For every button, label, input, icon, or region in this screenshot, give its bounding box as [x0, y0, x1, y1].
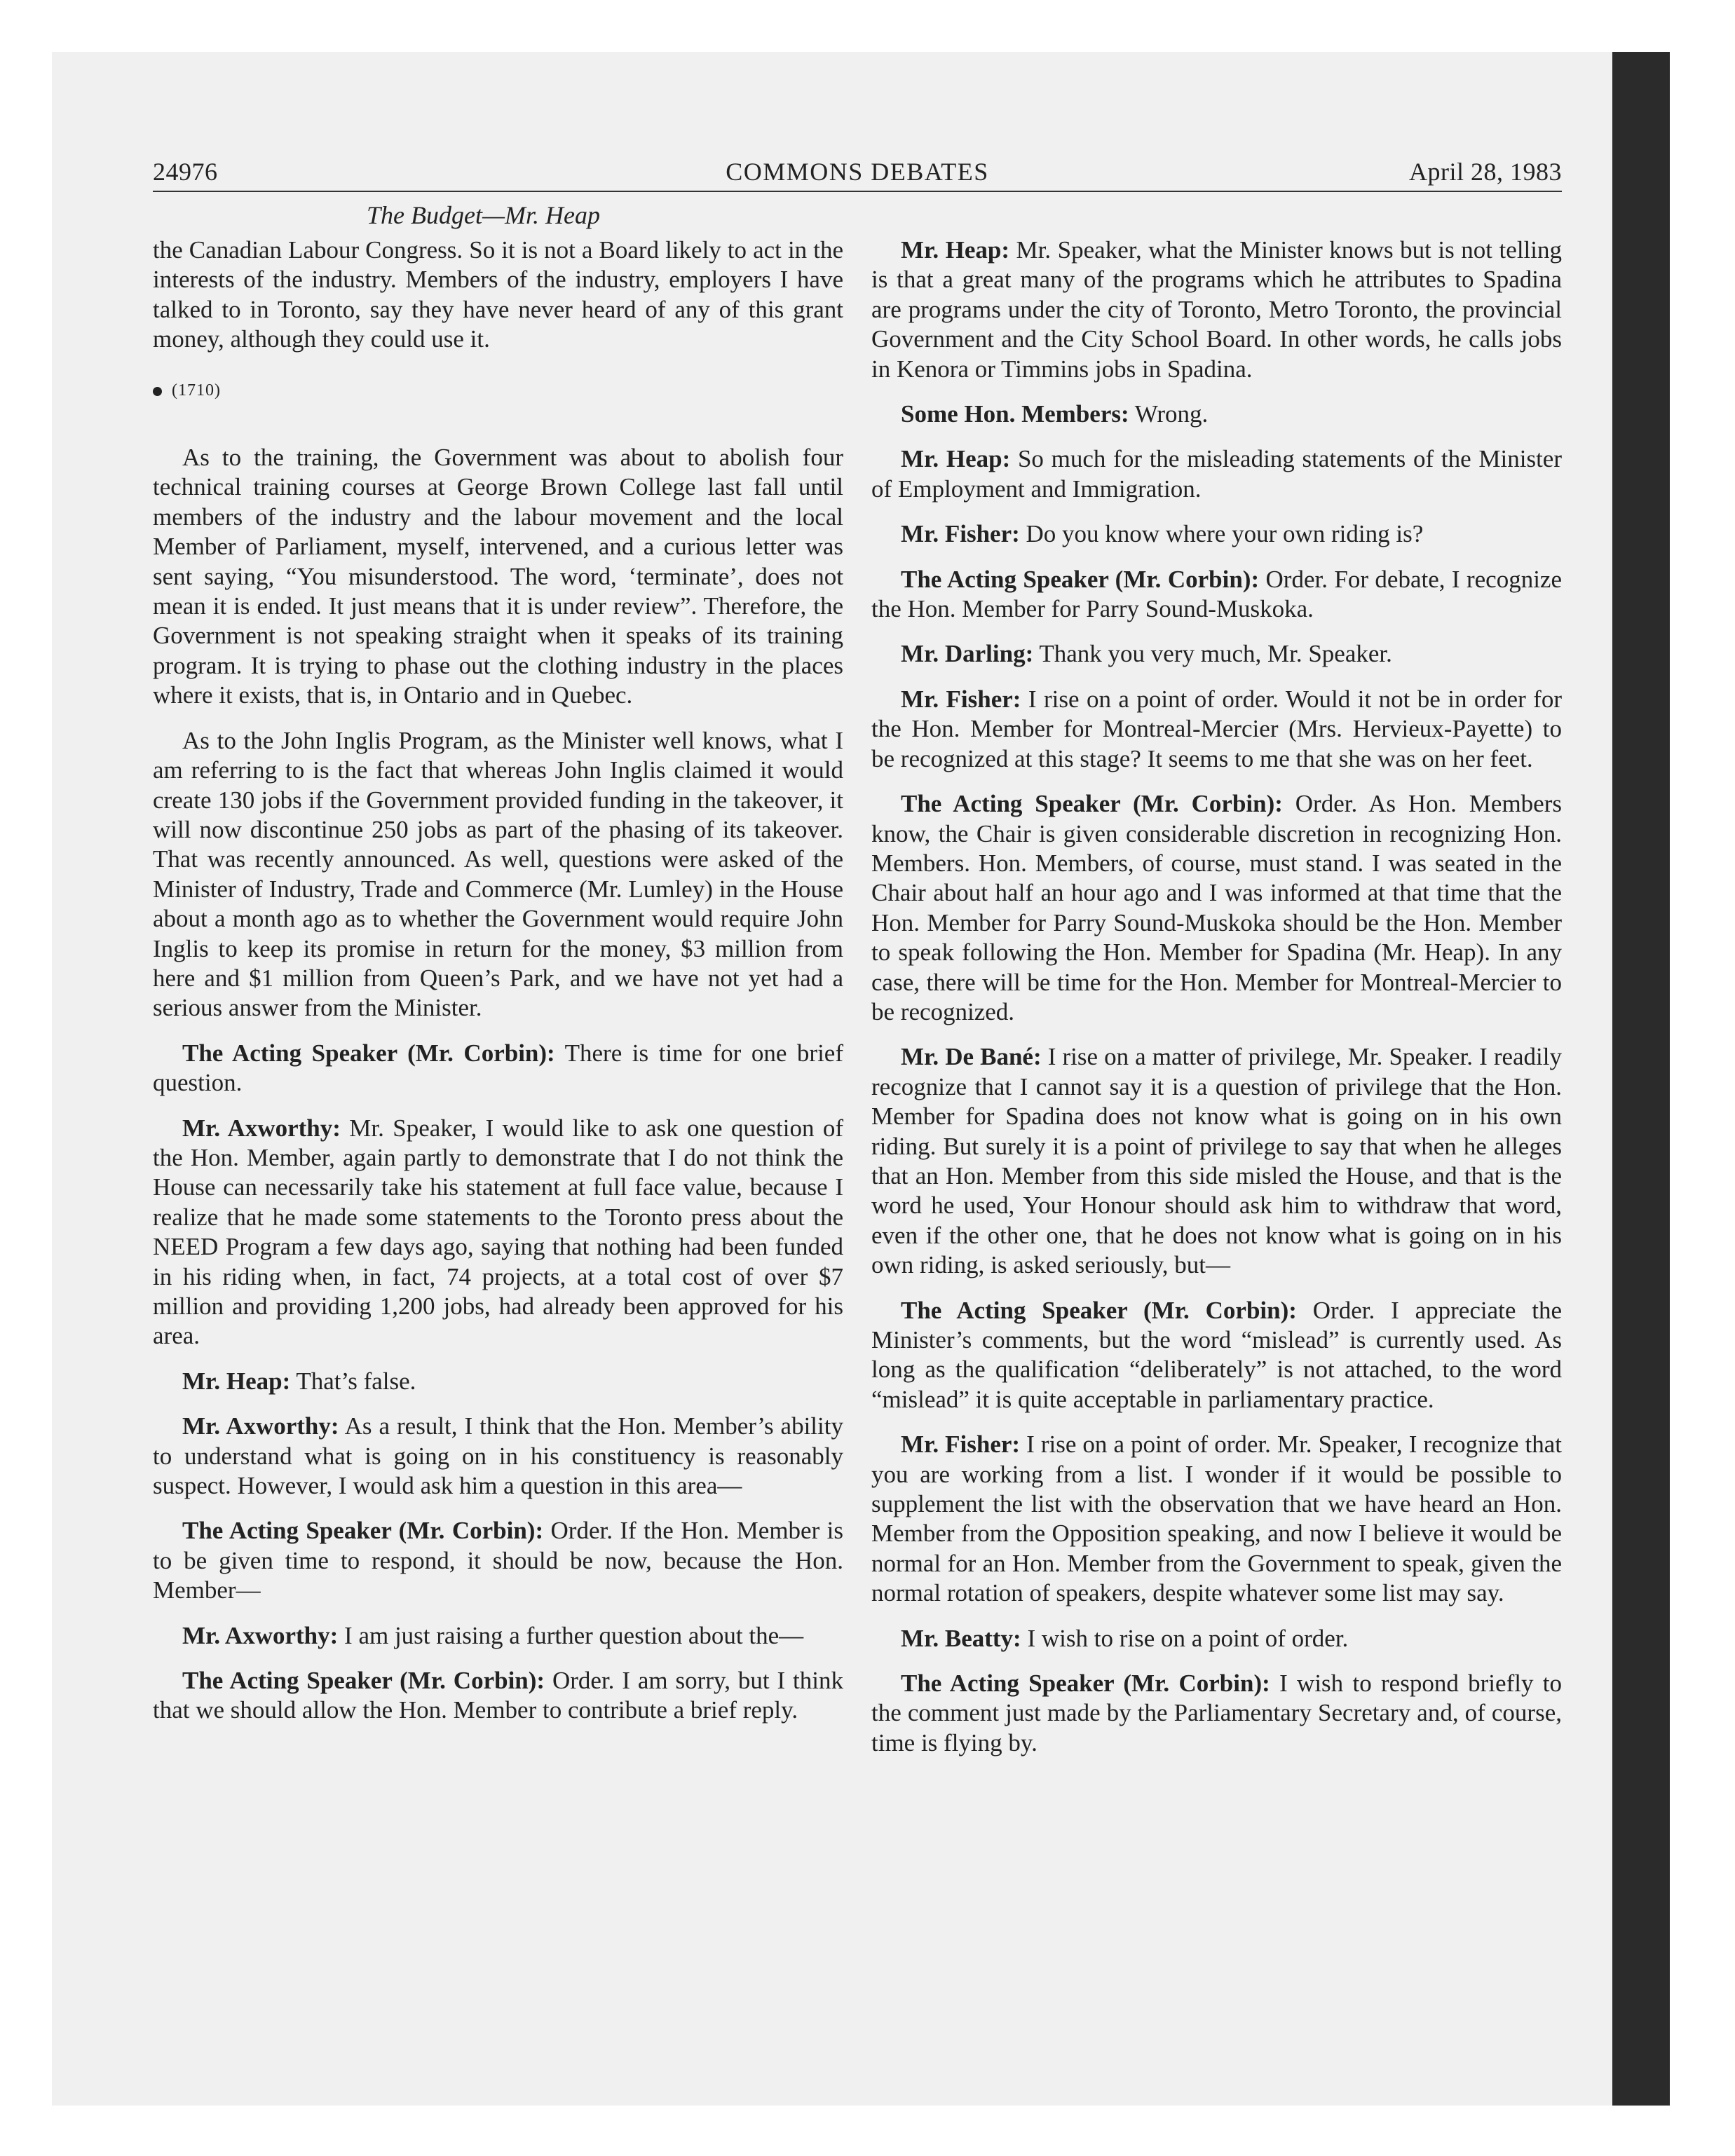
paragraph — [153, 1516, 843, 1605]
paragraph — [871, 1430, 1562, 1608]
speaker-name: The Acting Speaker (Mr. Corbin): — [901, 1670, 1270, 1698]
paragraph — [871, 444, 1562, 504]
speech-text: Order. I am sorry, but I think that we should allow the Hon. Member to contribute a brief reply. — [153, 1667, 843, 1724]
speech-text: Order. I appreciate the Minister’s comments, but the word “mislead” is currently used. As long as the qualification “deliberately” is not attached, to the word “mislead” it is quite acceptable in parliamentary practice. — [871, 1296, 1562, 1413]
paragraph — [871, 1296, 1562, 1415]
speech-text: Order. If the Hon. Member is to be given time to respond, it should be now, because the Hon. Member— — [153, 1517, 843, 1604]
speech-text: As a result, I think that the Hon. Member’s ability to understand what is going on in his constituency is reasonably suspect. However, I would ask him a question in this area— — [153, 1412, 843, 1500]
speaker-name: Mr. Heap: — [901, 445, 1011, 473]
time-marker — [153, 376, 843, 405]
speaker-name: Mr. Fisher: — [901, 1431, 1021, 1459]
speaker-name: Mr. Heap: — [182, 1367, 291, 1395]
speech-text: I wish to respond briefly to the comment just made by the Parliamentary Secretary and, of course, time is flying by. — [871, 1670, 1562, 1756]
paragraph: As to the training, the Government was about to abolish four technical training courses at George Brown College last fall until members of the industry and the labour movement and the local Member of Parliament, myself, intervened, and a curious letter was sent saying, “You misunderstood. The word, ‘terminate’, does not mean it is ended. It just means that it is under review”. Therefore, the Government is not speaking straight when it speaks of its training program. It is trying to phase out the clothing industry in the places where it exists, that is, in Ontario and in Quebec. — [153, 444, 843, 709]
paragraph: As to the John Inglis Program, as the Minister well knows, what I am referring to is the fact that whereas John Inglis claimed it would create 130 jobs if the Government provided funding in the takeover, it will now discontinue 250 jobs as part of the phasing of its takeover. That was recently announced. As well, questions were asked of the Minister of Industry, Trade and Commerce (Mr. Lumley) in the House about a month ago as to whether the Government would require John Inglis to keep its promise in return for the money, $3 million from here and $1 million from Queen’s Park, and we have not yet had a serious answer from the Minister. — [153, 726, 843, 1022]
paragraph — [871, 1624, 1562, 1653]
paragraph — [153, 1114, 843, 1351]
speaker-name: Mr. Fisher: — [901, 685, 1021, 713]
speaker-name: Mr. Axworthy: — [182, 1114, 341, 1142]
running-header — [153, 151, 1562, 191]
time-marker-label: (1710) — [172, 381, 221, 400]
paragraph — [153, 1666, 843, 1726]
paragraph: the Canadian Labour Congress. So it is not a Board likely to act in the interests of the industry. Members of the industry, employers I have talked to in Toronto, say they have never heard of any of this grant money, although they could use it. — [153, 236, 843, 353]
paragraph — [871, 1669, 1562, 1758]
speaker-name: The Acting Speaker (Mr. Corbin): — [901, 565, 1260, 593]
speaker-name: Mr. Beatty: — [901, 1624, 1021, 1652]
speaker-name: Some Hon. Members: — [901, 400, 1129, 428]
scan-edge-strip — [1612, 52, 1670, 2106]
paragraph — [871, 685, 1562, 774]
paragraph — [871, 565, 1562, 625]
speech-text: Thank you very much, Mr. Speaker. — [1033, 640, 1392, 668]
left-column — [153, 236, 843, 1741]
hansard-page — [153, 151, 1563, 1756]
speech-text: There is time for one brief question. — [153, 1039, 843, 1097]
speech-text: That’s false. — [290, 1367, 416, 1395]
paragraph — [871, 519, 1562, 549]
paragraph — [871, 1042, 1562, 1280]
issue-date: April 28, 1983 — [1409, 158, 1562, 186]
speech-text: I rise on a point of order. Would it not be in order for the Hon. Member for Montreal-Mercier (Mrs. Hervieux-Payette) to be recognized at this stage? It seems to me that she was on her feet. — [871, 685, 1562, 772]
speaker-name: The Acting Speaker (Mr. Corbin): — [901, 790, 1283, 818]
speaker-name: The Acting Speaker (Mr. Corbin): — [182, 1667, 545, 1695]
paragraph — [871, 400, 1562, 429]
publication-title: COMMONS DEBATES — [726, 158, 989, 186]
speaker-name: Mr. Axworthy: — [182, 1621, 339, 1649]
speech-text: I rise on a point of order. Mr. Speaker, I recognize that you are working from a list. I wonder if it would be possible to supplement the list with the observation that we have heard an Hon. Member from the Opposition speaking, and now I believe it would be normal for an Hon. Member from the Government to speak, given the normal rotation of speakers, despite whatever some list may say. — [871, 1431, 1562, 1607]
speaker-name: Mr. Axworthy: — [182, 1412, 339, 1440]
speaker-name: Mr. Fisher: — [901, 520, 1020, 548]
paragraph — [871, 789, 1562, 1027]
speech-text: I am just raising a further question about the— — [338, 1621, 804, 1649]
bullet-icon — [153, 387, 162, 396]
paragraph — [153, 1039, 843, 1098]
speech-text: Order. For debate, I recognize the Hon. Member for Parry Sound-Muskoka. — [871, 565, 1562, 623]
speaker-name: Mr. Heap: — [901, 236, 1010, 264]
page-number: 24976 — [153, 158, 218, 186]
speech-text: Order. As Hon. Members know, the Chair is given considerable discretion in recognizing Hon. Members. Hon. Members, of course, must stand. I was seated in the Chair about half an hour ago and I was informed at that time that the Hon. Member for Parry Sound-Muskoka should be the Hon. Member to speak following the Hon. Member for Spadina (Mr. Heap). In any case, there will be time for the Hon. Member for Montreal-Mercier to be recognized. — [871, 790, 1562, 1025]
speaker-name: The Acting Speaker (Mr. Corbin): — [182, 1039, 555, 1067]
speech-text: Do you know where your own riding is? — [1019, 520, 1424, 548]
section-heading: The Budget—Mr. Heap — [367, 201, 600, 229]
speaker-name: The Acting Speaker (Mr. Corbin): — [182, 1517, 544, 1545]
header-rule — [153, 191, 1562, 192]
speech-text: So much for the misleading statements of the Minister of Employment and Immigration. — [871, 445, 1562, 503]
speaker-name: Mr. Darling: — [901, 640, 1034, 668]
paragraph — [871, 236, 1562, 384]
paragraph — [153, 1412, 843, 1501]
speech-text: Mr. Speaker, I would like to ask one question of the Hon. Member, again partly to demonstrate that I do not think the House can necessarily take his statement at full face value, because I realize that he made some statements to the Toronto press about the NEED Program a few days ago, saying that nothing had been funded in his riding when, in fact, 74 projects, at a total cost of over $7 million and providing 1,200 jobs, had already been approved for his area. — [153, 1114, 843, 1350]
paragraph — [153, 1367, 843, 1396]
speaker-name: Mr. De Bané: — [901, 1043, 1042, 1071]
paragraph — [153, 1621, 843, 1651]
speech-text: I rise on a matter of privilege, Mr. Speaker. I readily recognize that I cannot say it is a question of privilege that the Hon. Member for Spadina does not know what is going on in his own riding. But surely it is a point of privilege to say that when he alleges that an Hon. Member from this side misled the House, and that is the word he used, Your Honour should ask him to withdraw that word, even if the other one, that he does not know what is going on in his own riding, is asked seriously, but— — [871, 1043, 1563, 1279]
speech-text: Wrong. — [1129, 400, 1209, 428]
speech-text: I wish to rise on a point of order. — [1021, 1624, 1349, 1652]
right-column — [871, 236, 1562, 1773]
speaker-name: The Acting Speaker (Mr. Corbin): — [901, 1296, 1297, 1324]
paragraph — [871, 639, 1562, 669]
speech-text: Mr. Speaker, what the Minister knows but is not telling is that a great many of the programs which he attributes to Spadina are programs under the city of Toronto, Metro Toronto, the provincial Government and the City School Board. In other words, he calls jobs in Kenora or Timmins jobs in Spadina. — [871, 236, 1562, 383]
